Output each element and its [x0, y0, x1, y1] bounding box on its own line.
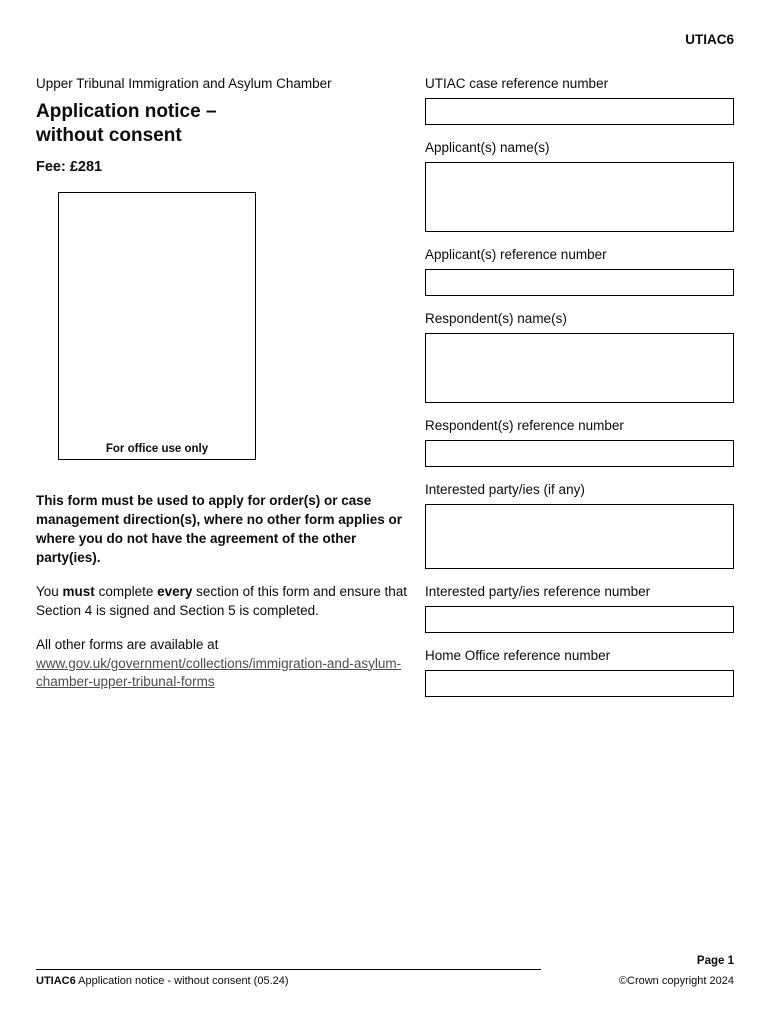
complete-text-3: section of this form and ensure that Section 4 is signed and Section 5 is completed. — [36, 584, 408, 618]
paragraph-must-use: This form must be used to apply for order(s) or case management direction(s), where no other form applies or where you do not have the agreement of the other party(ies). — [36, 493, 403, 565]
complete-bold-must: must — [62, 584, 95, 599]
field-interested-parties — [425, 481, 734, 569]
complete-bold-every: every — [157, 584, 193, 599]
interested-parties-reference-input[interactable] — [425, 606, 734, 633]
form-title — [36, 100, 414, 148]
page-number: Page 1 — [696, 955, 734, 967]
paragraph-other-forms — [36, 636, 414, 692]
field-label-applicants-names: Applicant(s) name(s) — [425, 140, 550, 155]
complete-text-2: complete — [94, 584, 158, 599]
office-use-box — [58, 192, 256, 460]
field-label-respondents-reference: Respondent(s) reference number — [425, 418, 624, 433]
paragraph-complete-every-section — [36, 583, 414, 620]
complete-text-1: You — [36, 584, 63, 599]
field-label-interested-parties: Interested party/ies (if any) — [425, 482, 585, 497]
fee-amount: Fee: £281 — [36, 159, 103, 175]
respondents-names-input[interactable] — [425, 333, 734, 403]
footer-doc-title: Application notice - without consent (05.24) — [75, 975, 289, 987]
applicants-names-input[interactable] — [425, 162, 734, 232]
field-interested-parties-reference — [425, 583, 734, 633]
chamber-name: Upper Tribunal Immigration and Asylum Chamber — [36, 76, 332, 91]
office-use-label: For office use only — [105, 443, 209, 455]
form-title-line1: Application notice – — [36, 101, 217, 122]
respondents-reference-input[interactable] — [425, 440, 734, 467]
left-column — [36, 75, 414, 692]
field-utiac-case-reference — [425, 75, 734, 125]
gov-uk-forms-link[interactable]: www.gov.uk/government/collections/immigration-and-asylum-chamber-upper-tribunal-forms — [36, 655, 402, 689]
form-code: UTIAC6 — [685, 32, 734, 47]
applicants-reference-input[interactable] — [425, 269, 734, 296]
copyright-notice: ©Crown copyright 2024 — [618, 975, 734, 987]
field-respondents-names — [425, 310, 734, 403]
footer-doc-code: UTIAC6 — [36, 975, 76, 987]
field-label-utiac-case-reference: UTIAC case reference number — [425, 76, 609, 91]
field-label-applicants-reference: Applicant(s) reference number — [425, 247, 607, 262]
field-applicants-names — [425, 139, 734, 232]
field-label-home-office-reference: Home Office reference number — [425, 648, 611, 663]
other-forms-text: All other forms are available at — [36, 637, 219, 652]
home-office-reference-input[interactable] — [425, 670, 734, 697]
utiac-case-reference-input[interactable] — [425, 98, 734, 125]
footer-divider — [36, 969, 541, 970]
field-label-respondents-names: Respondent(s) name(s) — [425, 311, 567, 326]
right-column-fields — [425, 75, 734, 711]
field-label-interested-parties-reference: Interested party/ies reference number — [425, 584, 651, 599]
field-respondents-reference — [425, 417, 734, 467]
form-title-line2: without consent — [36, 125, 182, 146]
document-footer-note — [36, 975, 289, 987]
field-applicants-reference — [425, 246, 734, 296]
field-home-office-reference — [425, 647, 734, 697]
interested-parties-input[interactable] — [425, 504, 734, 569]
